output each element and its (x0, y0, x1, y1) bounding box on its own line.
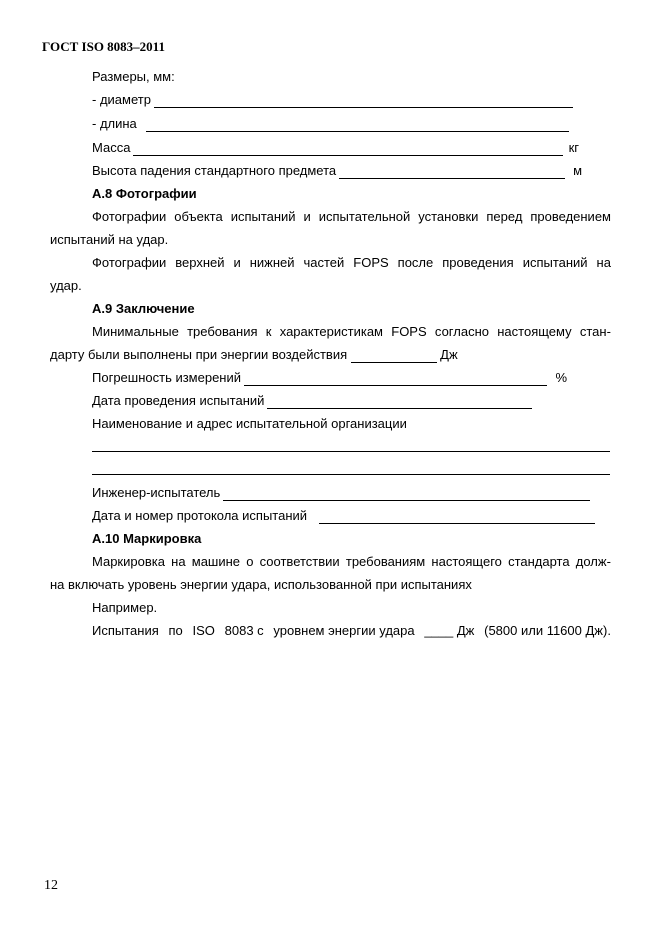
word: требованиям (345, 554, 426, 569)
lab-input-line-2[interactable] (92, 474, 610, 475)
word: после (397, 255, 434, 270)
word: Фотографии (92, 255, 167, 270)
word: стан- (579, 324, 611, 339)
lab-label: Наименование и адрес испытательной организации (92, 416, 407, 431)
a8-paragraph2-line2: удар. (50, 278, 82, 293)
a8-paragraph1-line2: испытаний на удар. (50, 232, 169, 247)
length-row (92, 116, 569, 132)
word: 8083 с (224, 623, 264, 638)
accuracy-input-line[interactable] (244, 373, 547, 386)
test-date-label: Дата проведения испытаний (92, 393, 265, 408)
section-a9-heading: А.9 Заключение (92, 301, 195, 316)
section-a10-heading: А.10 Маркировка (92, 531, 202, 546)
word: Испытания (92, 623, 159, 638)
engineer-row (92, 485, 590, 501)
lab-input-line-1[interactable] (92, 451, 610, 452)
mass-label: Масса (92, 140, 131, 155)
word: на (596, 255, 611, 270)
word: долж- (575, 554, 611, 569)
drop-height-row (92, 163, 582, 179)
a8-paragraph1-line1 (92, 209, 611, 225)
word: характеристикам (279, 324, 383, 339)
mass-row (92, 140, 579, 156)
word: FOPS (353, 255, 389, 270)
word: перед (486, 209, 523, 224)
accuracy-row (92, 370, 567, 386)
word: частей (303, 255, 345, 270)
word: установки (418, 209, 479, 224)
word: на (171, 554, 186, 569)
word: верхней (175, 255, 225, 270)
energy-input-line[interactable] (351, 350, 437, 363)
length-input-line[interactable] (146, 119, 569, 132)
energy-unit: Дж (440, 347, 458, 362)
energy-sentence: дарту были выполнены при энергии воздействия (50, 347, 348, 362)
word: настоящего (431, 554, 502, 569)
word: испытаний (522, 255, 588, 270)
a9-paragraph1-line1 (92, 324, 611, 340)
word: FOPS (391, 324, 427, 339)
drop-height-unit: м (573, 163, 582, 178)
word: объекта (174, 209, 223, 224)
diameter-label: - диаметр (92, 92, 151, 107)
word: проведения (442, 255, 514, 270)
example-line (92, 623, 611, 639)
test-date-row (92, 393, 532, 409)
engineer-input-line[interactable] (223, 488, 590, 501)
word: Маркировка (92, 554, 165, 569)
protocol-label: Дата и номер протокола испытаний (92, 508, 308, 523)
word: стандарта (508, 554, 570, 569)
length-label: - длина (92, 116, 137, 131)
word: настоящему (497, 324, 572, 339)
drop-height-label: Высота падения стандартного предмета (92, 163, 337, 178)
word: и (233, 255, 241, 270)
word: испытаний (230, 209, 296, 224)
drop-height-input-line[interactable] (339, 166, 565, 179)
mass-input-line[interactable] (133, 143, 562, 156)
a10-paragraph1-line1 (92, 554, 611, 570)
word: проведением (530, 209, 611, 224)
word: согласно (434, 324, 489, 339)
accuracy-unit: % (555, 370, 567, 385)
a8-paragraph2-line1 (92, 255, 611, 271)
test-date-input-line[interactable] (267, 396, 532, 409)
section-a8-heading: А.8 Фотографии (92, 186, 197, 201)
accuracy-label: Погрешность измерений (92, 370, 242, 385)
word: (5800 или 11600 Дж). (484, 623, 611, 638)
word: Минимальные (92, 324, 179, 339)
mass-unit: кг (568, 140, 579, 155)
word: требования (187, 324, 258, 339)
protocol-row (92, 508, 595, 524)
word: и (303, 209, 311, 224)
example-label: Например. (92, 600, 158, 615)
dimensions-heading: Размеры, мм: (92, 69, 175, 84)
word: ____ Дж (424, 623, 475, 638)
word: уровнем энергии удара (273, 623, 415, 638)
a9-paragraph1-line2 (50, 347, 458, 363)
a10-paragraph1-line2: на включать уровень энергии удара, использованной при испытаниях (50, 577, 472, 592)
word: соответствии (259, 554, 340, 569)
engineer-label: Инженер-испытатель (92, 485, 221, 500)
word: ISO (192, 623, 215, 638)
word: машине (191, 554, 241, 569)
word: о (246, 554, 254, 569)
word: нижней (249, 255, 295, 270)
word: по (168, 623, 183, 638)
word: испытательной (318, 209, 411, 224)
page-number: 12 (44, 878, 58, 893)
word: к (265, 324, 272, 339)
protocol-input-line[interactable] (319, 511, 595, 524)
word: Фотографии (92, 209, 167, 224)
diameter-input-line[interactable] (154, 95, 573, 108)
diameter-row (92, 92, 573, 108)
document-header: ГОСТ ISO 8083–2011 (42, 39, 165, 54)
